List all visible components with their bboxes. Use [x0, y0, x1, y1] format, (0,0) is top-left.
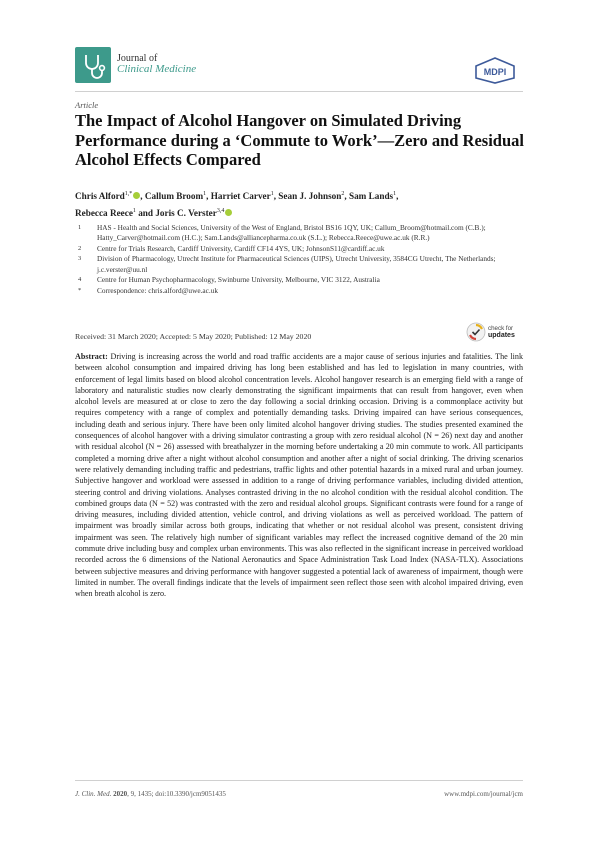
author[interactable]: Callum Broom$^1$	[144, 191, 207, 202]
abstract-label: Abstract:	[75, 352, 108, 361]
footer-divider	[75, 780, 523, 781]
affiliation-list	[78, 223, 523, 296]
journal-name[interactable]	[117, 53, 196, 75]
author[interactable]: Sean J. Johnson$^2$	[278, 191, 345, 202]
orcid-icon[interactable]	[225, 209, 232, 216]
abstract-text: Driving is increasing across the world and road traffic accidents are a major cause of serious injuries and fatalities. The link between alcohol consumption and impaired driving has long been established and has led to legislation in many countries, with enforcement of legal limits based on blood alcohol concentration levels. Alcohol hangover research is an emerging field with a range of laboratory and naturalistic studies now clearly demonstrating the significant impairments that can result from hangover, even when alcohol levels are measured at or close to zero the day following a social drinking occasion. Driving is a commonplace activity but requires competency with a range of complex and potentially demanding tasks. Driving impaired can have serious consequences, including death and serious injury. There have been only limited alcohol hangover driving studies. The studies presented examined the consequences of alcohol hangover with a driving simulator contrasting a group with zero residual alcohol (N = 26) next day and another with residual alcohol (N = 26) assessed with breathalyzer in the morning before undertaking a 20 min commute to work. All participants completed a morning drive after a night without alcohol consumption and another after a night of social drinking. The driving scenarios were relatively demanding including traffic and pedestrians, traffic lights and other potential hazards in a mixed rural and urban journey. Subjective hangover and workload were assessed in addition to a range of driving performance variables, including divided attention, steering control and driving violations. Analyses contrasted driving in the no alcohol condition with the residual alcohol condition. The combined groups data (N = 52) was contrasted with the zero and residual alcohol groups. Significant contrasts were found for a range of driving measures, including divided attention, vehicle control, and driving violations as well as perceived workload. The pattern of impairment was broadly similar across both groups, indicating that whether or not residual alcohol was present, consistent driving impairment was seen. The relatively high number of significant variables may reflect the increased cognitive demand of the 20 min commute drive including busy and complex urban environments. This was also reflected in the significant increase in perceived workload recorded across the 6 dimensions of the National Aeronautics and Space Administration Task Load Index (NASA-TLX). Associations between subjective measures and driving performance with hangover suggested a potential lack of awareness of impairment, though were limited in number. The overall findings indicate that the levels of impairment seen reflect those seen with alcohol impaired driving, even when breath alcohol is zero.	[75, 352, 523, 599]
journal-title: Clinical Medicine	[117, 63, 197, 75]
correspondence[interactable]: * Correspondence: chris.alford@uwe.ac.uk	[78, 285, 218, 295]
check-updates-text: check for updates	[488, 325, 515, 339]
author[interactable]: Rebecca Reece$^1$	[75, 208, 136, 219]
check-updates-icon	[466, 322, 486, 342]
author[interactable]: Chris Alford$^{1,*}$	[75, 191, 140, 201]
author[interactable]: Joris C. Verster$^{3,4}$	[155, 208, 232, 218]
stethoscope-icon	[75, 47, 111, 83]
publication-dates: Received: 31 March 2020; Accepted: 5 May 2020; Published: 12 May 2020	[75, 332, 312, 341]
orcid-icon[interactable]	[133, 192, 140, 199]
author[interactable]: Sam Lands$^1$	[348, 191, 397, 202]
affiliation: 1 HAS - Health and Social Sciences, University of the West of England, Bristol BS16 1QY, UK; Callum_Broom@hotmail.com (C.B.); Hatty_Carver@hotmail.com (H.C.); Sam.Lands@alliancepharma.co.uk (S.L.); Rebecca.Reece@uwe.ac.uk (R.R.)	[78, 223, 486, 243]
article-title: The Impact of Alcohol Hangover on Simulated Driving Performance during a ‘Commute to Work’—Zero and Residual Alcohol Effects Compared	[75, 111, 524, 169]
mdpi-logo[interactable]	[472, 56, 518, 84]
article-type: Article	[75, 100, 99, 110]
affiliation: 4 Centre for Human Psychopharmacology, Swinburne University, Melbourne, VIC 3122, Australia	[78, 275, 380, 285]
citation: J. Clin. Med. 2020, 9, 1435; doi:10.3390/jcm9051435	[75, 790, 226, 798]
journal-url[interactable]: www.mdpi.com/journal/jcm	[444, 790, 523, 798]
affiliation: 3 Division of Pharmacology, Utrecht Institute for Pharmaceutical Sciences (UIPS), Utrecht University, 3584CG Utrecht, The Netherlands; j.c.verster@uu.nl	[78, 254, 496, 274]
author-conjunction: and	[138, 208, 154, 219]
check-updates-badge[interactable]	[466, 322, 522, 344]
journal-logo	[75, 47, 111, 83]
author-list: Chris Alford$^{1,*}$ , Callum Broom$^1$, Harriet Carver$^1$, Sean J. Johnson$^2$, Sam Lands$^1$, Rebecca Reece$^1$ and Joris C. Verster$^{3,4}$	[75, 191, 399, 219]
author[interactable]: Harriet Carver$^1$	[210, 191, 274, 202]
journal-prefix: Journal of	[117, 53, 158, 64]
affiliation: 2 Centre for Trials Research, Cardiff University, Cardiff CF14 4YS, UK; JohnsonS11@cardiff.ac.uk	[78, 243, 385, 253]
header-divider	[75, 91, 523, 92]
publisher-name: MDPI	[483, 67, 507, 77]
abstract	[75, 351, 523, 600]
